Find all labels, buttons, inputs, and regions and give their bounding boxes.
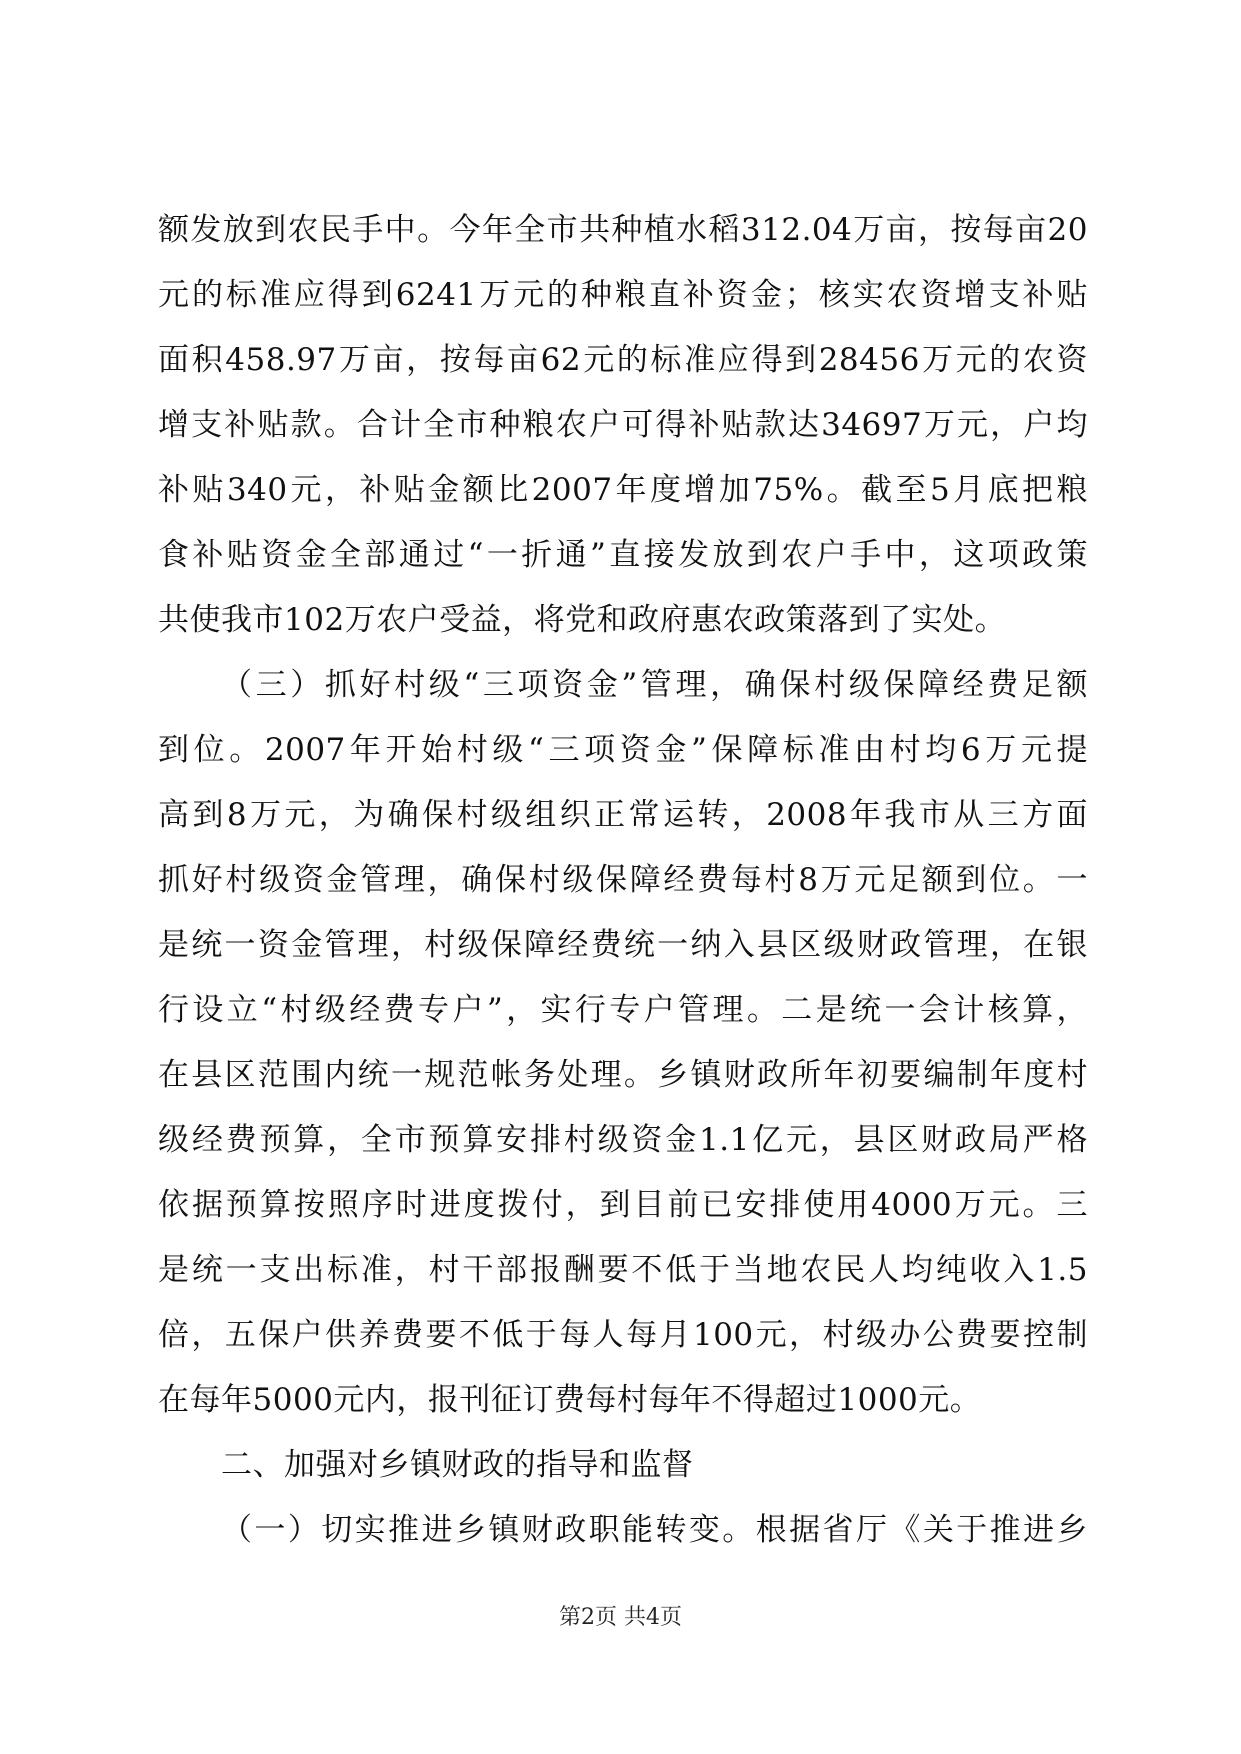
- body-line: 抓好村级资金管理，确保村级保障经费每村8万元足额到位。一: [158, 862, 1088, 898]
- body-line: 在县区范围内统一规范帐务处理。乡镇财政所年初要编制年度村: [158, 1057, 1088, 1093]
- body-line: 级经费预算，全市预算安排村级资金1.1亿元，县区财政局严格: [158, 1122, 1088, 1158]
- document-body: [158, 198, 1088, 1563]
- page-footer: 第2页 共4页: [559, 1605, 682, 1630]
- section-heading: 二、加强对乡镇财政的指导和监督: [221, 1447, 694, 1483]
- body-line: 是统一支出标准，村干部报酬要不低于当地农民人均纯收入1.5: [158, 1252, 1088, 1288]
- body-line: 增支补贴款。合计全市种粮农户可得补贴款达34697万元，户均: [158, 407, 1088, 443]
- body-line: 食补贴资金全部通过“一折通”直接发放到农户手中，这项政策: [158, 537, 1088, 573]
- body-line: 依据预算按照序时进度拨付，到目前已安排使用4000万元。三: [158, 1187, 1088, 1223]
- body-line: 倍，五保户供养费要不低于每人每月100元，村级办公费要控制: [158, 1317, 1088, 1353]
- body-line: 在每年5000元内，报刊征订费每村每年不得超过1000元。: [158, 1382, 982, 1418]
- body-line: 面积458.97万亩，按每亩62元的标准应得到28456万元的农资: [158, 342, 1088, 378]
- body-line: 高到8万元，为确保村级组织正常运转，2008年我市从三方面: [158, 797, 1088, 833]
- body-line: 共使我市102万农户受益，将党和政府惠农政策落到了实处。: [158, 602, 1007, 638]
- body-line: （三）抓好村级“三项资金”管理，确保村级保障经费足额: [221, 667, 1088, 703]
- body-line: 是统一资金管理，村级保障经费统一纳入县区级财政管理，在银: [158, 927, 1088, 963]
- body-line: 补贴340元，补贴金额比2007年度增加75%。截至5月底把粮: [158, 472, 1088, 508]
- body-line: 元的标准应得到6241万元的种粮直补资金；核实农资增支补贴: [158, 277, 1088, 313]
- body-line: 额发放到农民手中。今年全市共种植水稻312.04万亩，按每亩20: [158, 212, 1088, 248]
- body-line: 行设立“村级经费专户”，实行专户管理。二是统一会计核算，: [158, 992, 1088, 1028]
- body-line: （一）切实推进乡镇财政职能转变。根据省厅《关于推进乡: [221, 1512, 1088, 1548]
- body-line: 到位。2007年开始村级“三项资金”保障标准由村均6万元提: [158, 732, 1088, 768]
